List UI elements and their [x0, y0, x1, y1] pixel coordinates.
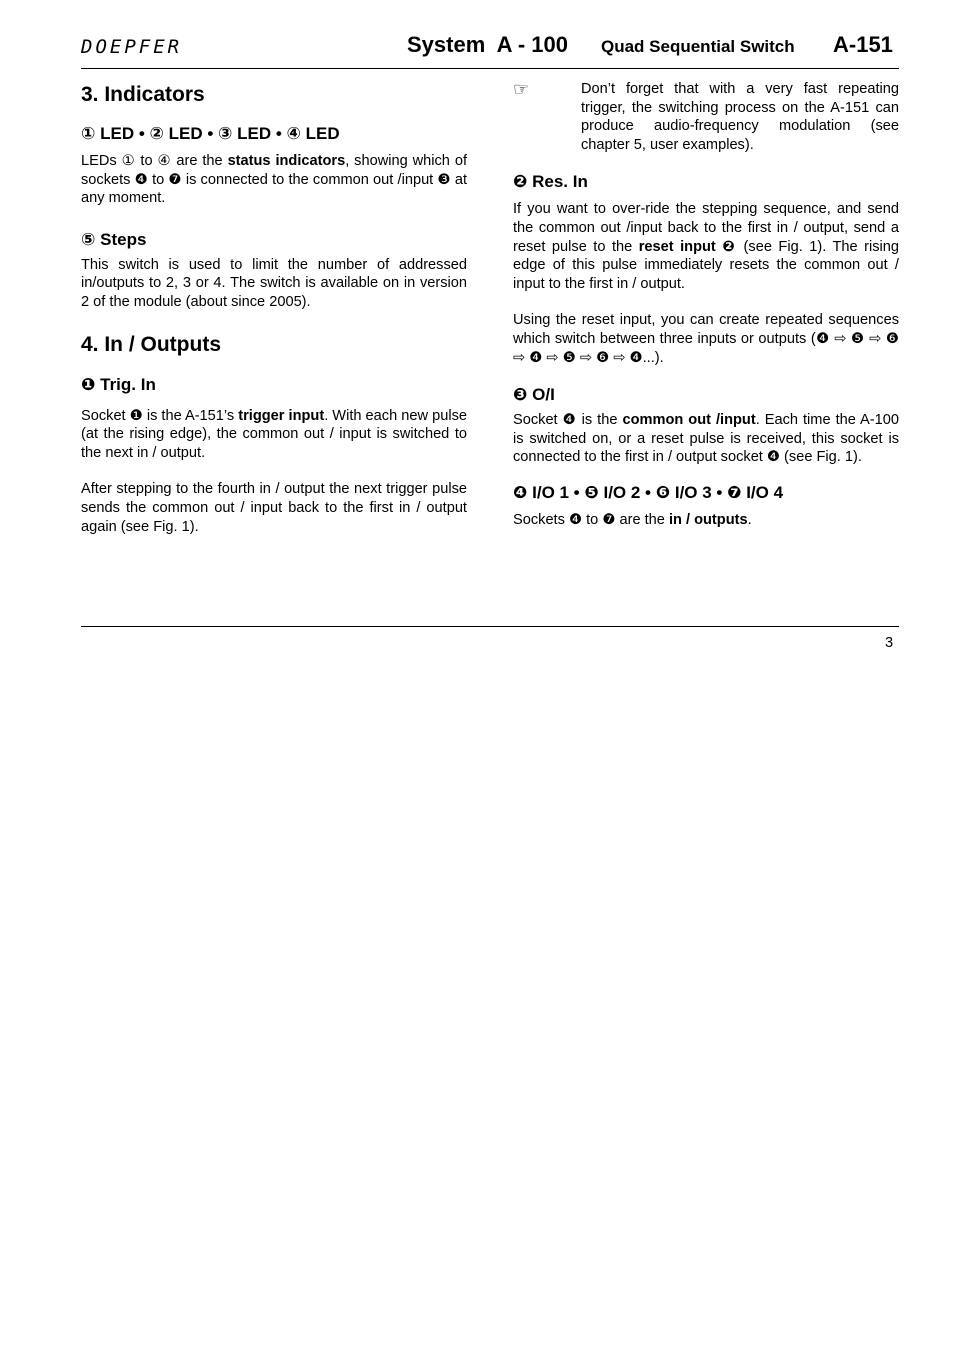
trig-in-heading: ❶ Trig. In [81, 374, 156, 394]
page-number: 3 [885, 635, 894, 651]
system-title: System A - 100 [407, 32, 569, 57]
reset-in-heading: ❷ Res. In [513, 172, 588, 192]
ios-heading: ❹ I/O 1 • ❺ I/O 2 • ❻ I/O 3 • ❼ I/O 4 [513, 482, 784, 502]
trig-in-paragraph-1: Socket ❶ is the A-151’s trigger input. With each new pulse (at the rising edge), the common out / input is switched to the next in / output. [81, 407, 467, 461]
left-column [81, 80, 467, 536]
led-heading: ① LED • ② LED • ③ LED • ④ LED [81, 124, 340, 143]
doepfer-logo: DOEPFER [81, 36, 183, 58]
section-indicators-title: 3. Indicators [81, 83, 205, 106]
module-name: Quad Sequential Switch [601, 37, 795, 56]
section-inoutputs-title: 4. In / Outputs [81, 332, 221, 356]
note-paragraph: Don’t forget that with a very fast repeating trigger, the switching process on the A-151 can produce audio-frequency modulation (see chapter 5, user examples). [581, 81, 899, 153]
reset-paragraph-2: Using the reset input, you can create repeated sequences which switch between three inputs or outputs (❹ ⇨ ❺ ⇨ ❻ ⇨ ❹ ⇨ ❺ ⇨ ❻ ⇨ ❹...). [513, 312, 899, 366]
trig-in-paragraph-2: After stepping to the fourth in / output the next trigger pulse sends the common out / input back to the first in / output again (see Fig. 1). [81, 481, 467, 535]
steps-heading: ⑤ Steps [81, 229, 147, 249]
ios-paragraph: Sockets ❹ to ❼ are the in / outputs. [513, 511, 752, 528]
steps-paragraph: This switch is used to limit the number of addressed in/outputs to 2, 3 or 4. The switch is available on in version 2 of the module (about since 2005). [81, 256, 467, 310]
note-block [513, 80, 899, 154]
page-header [81, 30, 899, 69]
reset-paragraph-1: If you want to over-ride the stepping sequence, and send the common out /input back to the first in / output, send a reset pulse to the reset input ❷ (see Fig. 1). The rising edge of this pulse immediately resets the common out / input to the first in / output. [513, 201, 900, 292]
module-id: A-151 [833, 32, 893, 57]
pointing-hand-icon: ☞ [513, 79, 530, 99]
led-paragraph: LEDs ① to ④ are the status indicators, showing which of sockets ❹ to ❼ is connected to the common out /input ❸ at any moment. [81, 153, 468, 207]
oi-paragraph: Socket ❹ is the common out /input. Each time the A-100 is switched on, or a reset pulse is received, this socket is connected to the first in / output socket ❹ (see Fig. 1). [513, 412, 899, 466]
oi-heading: ❸ O/I [513, 385, 555, 405]
footer-divider [81, 626, 899, 627]
right-column [513, 80, 899, 530]
